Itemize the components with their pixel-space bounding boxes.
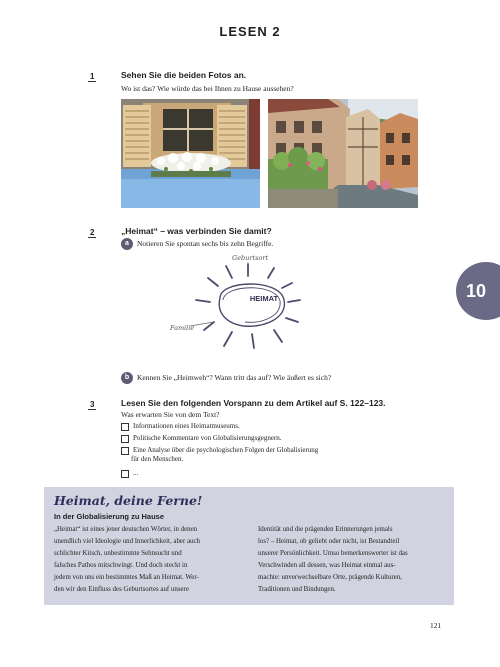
checkbox[interactable] <box>121 470 129 478</box>
exercise-1-number: 1 <box>90 72 95 81</box>
option-label: Eine Analyse über die psychologischen Folgen der Globalisierung <box>133 446 319 454</box>
article-line: Traditionen und Bindungen. <box>258 586 336 593</box>
exercise-1-heading: Sehen Sie die beiden Fotos an. <box>121 70 247 80</box>
option-row[interactable] <box>121 422 240 431</box>
chapter-tab: 10 <box>456 262 500 320</box>
article-line: „Heimat“ ist eines jener deutschen Wörter, in denen <box>54 526 198 533</box>
task-a-text: Notieren Sie spontan sechs bis zehn Begriffe. <box>137 239 274 248</box>
diagram-word-familie: Familie <box>170 324 195 332</box>
exercise-3-heading: Lesen Sie den folgenden Vorspann zu dem Artikel auf S. 122–123. <box>121 398 386 408</box>
article-subtitle: In der Globalisierung zu Hause <box>54 512 165 521</box>
article-line: Verschwinden all dessen, was Heimat einmal aus- <box>258 562 396 569</box>
article-line: unserer Persönlichkeit. Umso bemerkenswerter ist das <box>258 550 408 557</box>
exercise-1-subtext: Wo ist das? Wie würde das bei Ihnen zu Hause aussehen? <box>121 84 294 93</box>
checkbox[interactable] <box>121 423 129 431</box>
article-line: los? – Heimat, ob geliebt oder nicht, ist Bestandteil <box>258 538 400 545</box>
option-row[interactable] <box>121 434 282 443</box>
exercise-2-heading: „Heimat“ – was verbinden Sie damit? <box>121 226 272 236</box>
exercise-3-number: 3 <box>90 400 95 409</box>
article-line: schlichter Kitsch, unbestimmte Sehnsucht und <box>54 550 182 557</box>
page-title: LESEN 2 <box>219 24 281 39</box>
photo-window-flowers <box>121 99 260 208</box>
article-column-left <box>54 524 244 596</box>
diagram-center-word: HEIMAT <box>249 294 279 303</box>
photo-canal-houses <box>268 99 418 208</box>
task-b-text: Kennen Sie „Heimweh“? Wann tritt das auf? Wie äußert es sich? <box>137 373 332 382</box>
article-line: falsches Pathos mitschwingt. Und doch steckt in <box>54 562 188 569</box>
article-column-right <box>258 524 448 596</box>
exercise-2-number: 2 <box>90 228 95 237</box>
option-label-continuation: für den Menschen. <box>131 455 184 463</box>
exercise-3-subtext: Was erwarten Sie von dem Text? <box>121 410 220 419</box>
option-label: ... <box>133 469 139 477</box>
option-label: Informationen eines Heimatmuseums. <box>133 422 240 430</box>
heimat-sun-diagram <box>170 250 340 365</box>
checkbox[interactable] <box>121 435 129 443</box>
article-line: den wir den Einfluss des Geburtsortes auf unsere <box>54 586 189 593</box>
article-line: jedem von uns ein bestimmtes Maß an Heimat. Wer- <box>54 574 199 581</box>
option-row[interactable] <box>121 446 318 455</box>
checkbox[interactable] <box>121 447 129 455</box>
task-a-badge: a <box>121 238 133 250</box>
article-line: unendlich viel Ideologie und Innerlichkeit, aber auch <box>54 538 200 545</box>
article-title: Heimat, deine Ferne! <box>54 493 203 508</box>
option-row[interactable] <box>121 469 138 478</box>
option-label: Politische Kommentare von Globalisierungsgegnern. <box>133 434 282 442</box>
article-line: machte: unverwechselbare Orte, prägende Kulturen, <box>258 574 402 581</box>
page-number: 121 <box>430 621 442 630</box>
article-line: Identität und die prägenden Erinnerungen jemals <box>258 526 393 533</box>
diagram-word-geburtsort: Geburtsort <box>232 254 269 262</box>
task-b-badge: b <box>121 372 133 384</box>
